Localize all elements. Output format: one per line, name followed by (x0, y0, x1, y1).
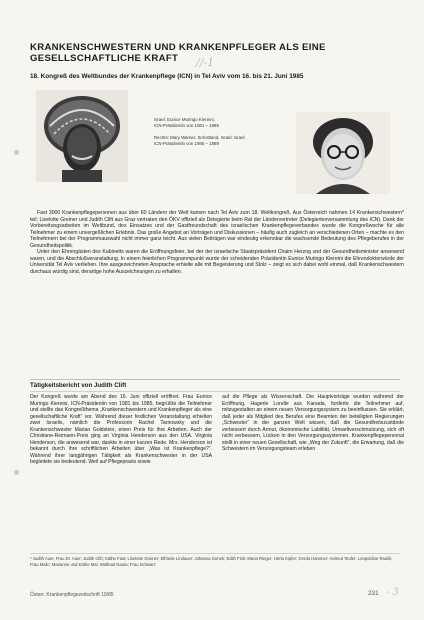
page-number: 231 (368, 590, 379, 597)
portrait-photo-right (296, 112, 390, 194)
handwritten-mark: //-1 (196, 56, 215, 69)
column-left-text: Der Kongreß wurde am Abend des 16. Juni offiziell eröffnet. Frau Eunice Muringo Kiereini, ICN-Präsidentin von 1981 bis 1985, begrüßte die Teilnehmer und stellte das Kongreßthema „Krankenschwestern und Krankenpfleger als eine gesellschaftliche Kraft“ vor. Während dieser festlichen Veranstaltung erhielten zwei Israelis, nämlich die Professorin Rachel Tarnowsky und die Krankenschwester Marian Goldstein, einen Preis für ihre Arbeiten. Auch der Christiane-Reimann-Preis ging an Virginia Henderson aus den USA. Virginia Henderson, die anwesend war, dankte in einer kurzen Rede. Mrs. Henderson ist bekannt durch ihre schriftlichen Arbeiten über „Was ist Krankenpflege?“. Während ihrer langjährigen Tätigkeit als Krankenschwester in der USA begleitete sie bedeutend. Weil auf Pflegepraxis sowie (30, 394, 212, 465)
caption-left (154, 117, 294, 130)
caption-line: ICN-Präsidentin von 1981 – 1985 (154, 123, 219, 129)
caption-line: ICN-Präsidentin von 1985 – 1989 (154, 140, 219, 146)
column-right-text: auf die Pflege als Wissenschaft. Die Hauptvorträge wurden während der Eröffnung, Hagerle Lorelle aus Kanada, forderte die Teilnehmer auf, mitzugestalten an einem neuen Versorgungssystem zu beeinflussen. Sie erklärt, daß jeder als Mitglied des Berufes eine Beamten der beteiligten Regierungen „Schwester“ in der ganzen Welt wissen, daß die Gesundheitszustände verbessert durch Armut, ökonomische Labilität, Umweltverschmutzung, sich oft nicht verbessern, Lücken in den Versorgungssystemen. Krankenpflegepersonal stellt in einer neuen Gesellschaft, wie „Weg der Zukunft“, die Erwartung, daß die Schwestern im Versorgungsteam erleben (222, 394, 404, 452)
punch-hole (14, 470, 19, 475)
caption-right (154, 135, 294, 148)
caption-line: Israel: Eunice Muringo Kiereini, (154, 117, 215, 122)
portrait-image-right (296, 112, 390, 194)
divider (30, 553, 400, 554)
article-subtitle: 18. Kongreß des Weltbundes der Krankenpflege (ICN) in Tel Aviv vom 16. bis 21. Juni 1985 (30, 73, 304, 80)
handwritten-page-mark: - 3 (386, 587, 399, 598)
publication-footer: Österr. Krankenpflegezeitschrift 10/85 (30, 592, 114, 598)
section-heading: Tätigkeitsbericht von Judith Clift (30, 382, 127, 389)
portrait-photo-left (36, 90, 128, 182)
intro-paragraph: Unter den Ehrengästen des Kabinetts waren die Eröffnungsfeier, bei der der israelische Staatspräsident Chaim Herzog und der Gesundheitsminister anwesend waren, und die Abschlußveranstaltung. In einem feierlichen Programmpunkt wurde der scheidenden Präsidentin Eunice Muringo Kiereini die Ehrendoktorwürde der Universität Tel Aviv verliehen. Ihre ausgezeichneten Ansprache erhielte alle mit Begeisterung und Stolz – zeigt es sich dabei wohl einmal, daß Krankenschwestern durchaus würdig sind, derartige hohe Auszeichnungen zu erhalten. (30, 249, 404, 275)
caption-line: Rechts: Mary Warner, Schottland, Israel: Israel (154, 134, 245, 140)
intro-paragraph: Fast 3000 Krankenpflegepersonen aus über 60 Ländern der Welt kamen nach Tel Aviv zum 18. Weltkongreß. Aus Österreich nahmen 14 Krankenschwestern* teil; Liselotte Greiner und Judith Clift aus Graz vertraten den ÖKV offiziell als Delegierte beim Rat der Ländervertreter (Delegiertenversammlung des ICN). Dank der Vorbereitungsarbeiten im Weltbund, des Einsatzes und der Gastfreundschaft des israelischen Krankenpflegeverbandes wurde die Kongreßwoche für alle Teilnehmer zu einem unvergeßlichen Erlebnis. Das große Angebot an Vorträgen und Diskussionen – häufig auch zugleich an verschiedenen Orten – machte es den Teilnehmern bei der Programmauswahl nicht immer ganz leicht. Aus vielen Beiträgen war eindeutig erkennbar die wachsende Bedeutung des Pflegeberufes in der Gesundheitspolitik. (30, 210, 404, 249)
divider (30, 379, 400, 380)
punch-hole (14, 150, 19, 155)
article-title: KRANKENSCHWESTERN UND KRANKENPFLEGER ALS EINE GESELLSCHAFTLICHE KRAFT (30, 42, 326, 64)
portrait-image-left (36, 90, 128, 182)
footnote: * Judith Auer, Frau Dr. Auer; Judith Clift; Käthe Fast; Liselotte Greiner; Elfriede Lindauer; Johanna Gonek; Edith Fink; Maria Rieger; Herta Kipfer; Gerda Hammer; Helmut Teufer; Leopoldine Raulik; Frau Malic; Marianne und Käthe Mai; Waltraut Nauta; Frau Schwarz (30, 556, 393, 568)
intro-text (30, 210, 404, 275)
photo-captions (154, 117, 294, 152)
divider (30, 391, 400, 392)
